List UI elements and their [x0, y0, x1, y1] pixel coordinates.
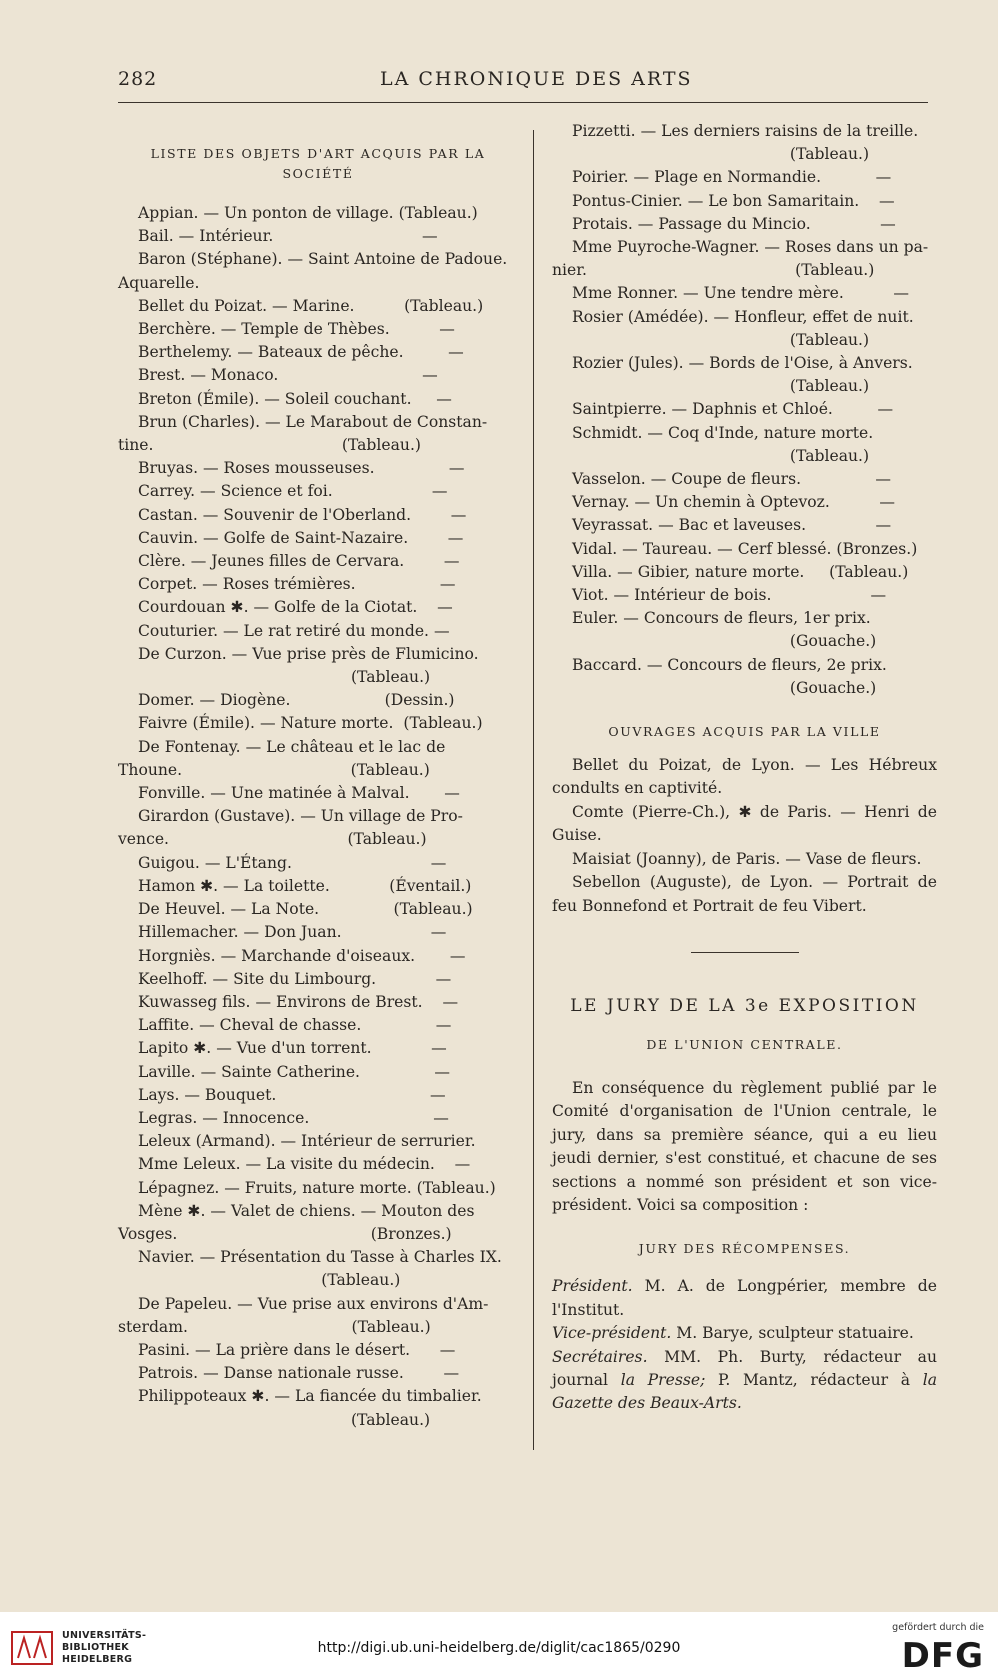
list-entry: Protais. — Passage du Mincio. — — [572, 214, 896, 233]
list-entry: Domer. — Diogène. (Dessin.) — [138, 691, 455, 710]
list-entry: Leleux (Armand). — Intérieur de serrurier. — [138, 1132, 476, 1151]
section-heading-objets — [118, 144, 518, 184]
header-rule — [118, 102, 928, 103]
list-entry: Hillemacher. — Don Juan. — — [138, 923, 447, 942]
list-entry: Mène ✱. — Valet de chiens. — Mouton des — [138, 1201, 475, 1220]
article-subtitle: DE L'UNION CENTRALE. — [646, 1036, 843, 1052]
ville-entry: Bellet du Poizat, de Lyon. — Les Hébreux condults en captivité. — [552, 756, 937, 798]
list-entry: Vernay. — Un chemin à Optevoz. — — [572, 493, 896, 512]
list-entry: Vosges. (Bronzes.) — [118, 1224, 452, 1243]
jury-member: M. Barye, sculpteur statuaire. — [671, 1324, 914, 1343]
list-entry: Berchère. — Temple de Thèbes. — — [138, 320, 455, 339]
jury-role: Vice-président. — [552, 1324, 672, 1343]
library-name-line: HEIDELBERG — [62, 1654, 133, 1665]
library-name-line: BIBLIOTHEK — [62, 1642, 129, 1653]
list-entry: Mme Leleux. — La visite du médecin. — — [138, 1155, 471, 1174]
list-entry: De Papeleu. — Vue prise aux environs d'Am- — [138, 1294, 489, 1313]
jury-entry — [552, 1275, 937, 1322]
list-entry: Brest. — Monaco. — — [138, 366, 438, 385]
list-entry: Fonville. — Une matinée à Malval. — — [138, 784, 460, 803]
list-entry: Aquarelle. — [118, 273, 200, 292]
list-entry: vence. (Tableau.) — [118, 830, 427, 849]
journal-title: LA CHRONIQUE DES ARTS — [380, 68, 693, 90]
list-entry: Castan. — Souvenir de l'Oberland. — — [138, 505, 467, 524]
list-entry: Mme Ronner. — Une tendre mère. — — [572, 284, 909, 303]
list-entry: Carrey. — Science et foi. — — [138, 482, 448, 501]
ville-entry: Maisiat (Joanny), de Paris. — Vase de fleurs. — [572, 849, 922, 868]
list-entry: Veyrassat. — Bac et laveuses. — — [572, 516, 892, 535]
jury-member: MM. Ph. Burty, rédacteur au journal — [552, 1347, 937, 1389]
list-entry: Patrois. — Danse nationale russe. — — [138, 1364, 460, 1383]
section-heading-ville: OUVRAGES ACQUIS PAR LA VILLE — [608, 724, 881, 740]
list-entry: Vasselon. — Coupe de fleurs. — — [572, 470, 891, 489]
list-entry: Guigou. — L'Étang. — — [138, 853, 447, 872]
jury-list — [552, 1275, 937, 1415]
list-entry: Schmidt. — Coq d'Inde, nature morte. — [572, 423, 874, 442]
list-entry: De Heuvel. — La Note. (Tableau.) — [138, 900, 473, 919]
section-heading-jury: JURY DES RÉCOMPENSES. — [638, 1241, 851, 1257]
list-entry: Baron (Stéphane). — Saint Antoine de Padoue. — [138, 250, 508, 269]
article-intro: En conséquence du règlement publié par le Comité d'organisation de l'Union centrale, le jury, dans sa première séance, qui a eu lieu jeudi dernier, s'est constitué, et chacune de ses sections a nommé son président et son vice-président. Voici sa composition : — [552, 1078, 937, 1214]
heading-line: SOCIÉTÉ — [282, 166, 354, 181]
list-entry: Girardon (Gustave). — Un village de Pro- — [138, 807, 463, 826]
list-entry: Keelhoff. — Site du Limbourg. — — [138, 969, 452, 988]
list-entry: Pizzetti. — Les derniers raisins de la treille. — [572, 122, 919, 140]
list-entry: Appian. — Un ponton de village. (Tableau.) — [138, 204, 478, 222]
list-entry: (Tableau.) — [118, 668, 431, 687]
list-entry: (Tableau.) — [118, 1410, 431, 1429]
list-entry: Legras. — Innocence. — — [138, 1108, 449, 1127]
ville-entry: Comte (Pierre-Ch.), ✱ de Paris. — Henri de Guise. — [552, 802, 937, 845]
list-entry: Baccard. — Concours de fleurs, 2e prix. — [572, 655, 887, 674]
list-entry: Laville. — Sainte Catherine. — — [138, 1062, 450, 1081]
left-column — [118, 120, 518, 1432]
acquisition-list-continued — [552, 120, 937, 700]
list-entry: Kuwasseg fils. — Environs de Brest. — — [138, 992, 459, 1011]
library-name-line: UNIVERSITÄTS- — [62, 1630, 147, 1641]
list-entry: Faivre (Émile). — Nature morte. (Tableau.) — [138, 714, 483, 733]
jury-member: P. Mantz, rédacteur à — [705, 1370, 923, 1389]
jury-entry — [552, 1322, 937, 1345]
list-entry: Lépagnez. — Fruits, nature morte. (Tableau.) — [138, 1178, 496, 1197]
list-entry: Bellet du Poizat. — Marine. (Tableau.) — [138, 296, 484, 315]
list-entry: Couturier. — Le rat retiré du monde. — — [138, 621, 450, 640]
list-entry: De Curzon. — Vue prise près de Flumicino. — [138, 644, 479, 663]
list-entry: Horgniès. — Marchande d'oiseaux. — — [138, 946, 466, 965]
list-entry: tine. (Tableau.) — [118, 436, 421, 455]
list-entry: Rosier (Amédée). — Honfleur, effet de nuit. — [572, 307, 914, 326]
list-entry: Pasini. — La prière dans le désert. — — [138, 1340, 456, 1359]
jury-entry — [552, 1346, 937, 1416]
funding-note: gefördert durch die — [892, 1622, 984, 1633]
dfg-logo: DFG — [901, 1636, 984, 1676]
page-number: 282 — [118, 68, 158, 90]
list-entry: Corpet. — Roses trémières. — — [138, 575, 456, 594]
list-entry: Clère. — Jeunes filles de Cervara. — — [138, 552, 460, 571]
source-url[interactable]: http://digi.ub.uni-heidelberg.de/diglit/cac1865/0290 — [317, 1640, 681, 1656]
ville-entry: Sebellon (Auguste), de Lyon. — Portrait de feu Bonnefond et Portrait de feu Vibert. — [552, 873, 937, 915]
list-entry: Villa. — Gibier, nature morte. (Tableau.) — [572, 562, 909, 581]
list-entry: Vidal. — Taureau. — Cerf blessé. (Bronzes.) — [572, 539, 918, 558]
list-entry: Bruyas. — Roses mousseuses. — — [138, 459, 465, 478]
list-entry: Thoune. (Tableau.) — [118, 760, 430, 779]
page-header — [118, 62, 928, 92]
list-entry: Navier. — Présentation du Tasse à Charles IX. — [138, 1248, 502, 1267]
section-divider — [691, 952, 799, 953]
list-entry: Poirier. — Plage en Normandie. — — [572, 168, 892, 187]
list-entry: Lapito ✱. — Vue d'un torrent. — — [138, 1039, 447, 1058]
list-entry: (Tableau.) — [118, 1271, 401, 1290]
list-entry: Viot. — Intérieur de bois. — — [572, 586, 887, 605]
list-entry: Laffite. — Cheval de chasse. — — [138, 1016, 452, 1035]
list-entry: (Tableau.) — [552, 330, 870, 349]
right-column — [552, 120, 937, 1416]
list-entry: Pontus-Cinier. — Le bon Samaritain. — — [572, 191, 895, 210]
list-entry: Mme Puyroche-Wagner. — Roses dans un pa- — [572, 238, 929, 257]
list-entry: Rozier (Jules). — Bords de l'Oise, à Anvers. — [572, 354, 913, 373]
list-entry: Philippoteaux ✱. — La fiancée du timbalier. — [138, 1387, 482, 1406]
list-entry: De Fontenay. — Le château et le lac de — [138, 737, 446, 756]
list-entry: Lays. — Bouquet. — — [138, 1085, 446, 1104]
list-entry: nier. (Tableau.) — [552, 261, 875, 280]
list-entry: (Tableau.) — [552, 446, 870, 465]
list-entry: Berthelemy. — Bateaux de pêche. — — [138, 343, 464, 362]
list-entry: (Tableau.) — [552, 145, 870, 164]
jury-member: M. A. de Longpérier, membre de l'Institut. — [552, 1277, 937, 1319]
column-separator — [533, 130, 534, 1450]
list-entry: sterdam. (Tableau.) — [118, 1317, 431, 1336]
list-entry: (Gouache.) — [552, 632, 877, 651]
list-entry: Cauvin. — Golfe de Saint-Nazaire. — — [138, 528, 464, 547]
list-entry: Euler. — Concours de fleurs, 1er prix. — [572, 609, 871, 628]
list-entry: Hamon ✱. — La toilette. (Éventail.) — [138, 876, 472, 895]
article-title — [552, 993, 937, 1019]
acquisition-list — [118, 202, 518, 1432]
journal-name: la Presse; — [620, 1370, 706, 1389]
heading-line: LISTE DES OBJETS D'ART ACQUIS PAR LA — [150, 146, 486, 161]
list-entry: Bail. — Intérieur. — — [138, 227, 438, 246]
digitization-footer — [0, 1612, 998, 1680]
list-entry: (Gouache.) — [552, 678, 877, 697]
jury-role: Secrétaires. — [552, 1347, 648, 1366]
jury-role: Président. — [552, 1277, 633, 1296]
journal-name: la Gazette des Beaux-Arts. — [552, 1370, 937, 1413]
list-entry: Courdouan ✱. — Golfe de la Ciotat. — — [138, 598, 453, 617]
article-title-text: LE JURY DE LA 3e EXPOSITION — [570, 995, 919, 1016]
list-entry: Brun (Charles). — Le Marabout de Constan- — [138, 412, 488, 431]
ville-list — [552, 754, 937, 918]
list-entry: Saintpierre. — Daphnis et Chloé. — — [572, 400, 894, 419]
list-entry: (Tableau.) — [552, 377, 870, 396]
list-entry: Breton (Émile). — Soleil couchant. — — [138, 389, 452, 408]
